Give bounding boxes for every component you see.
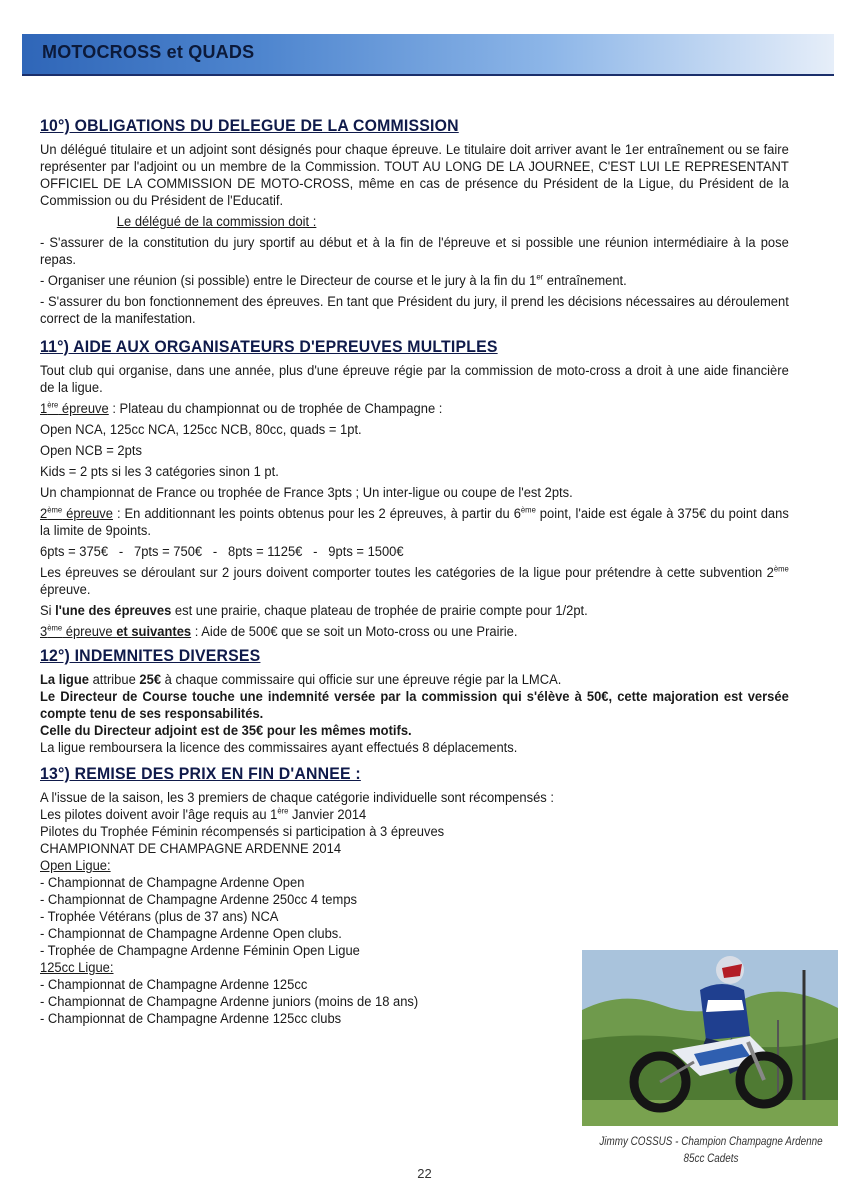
section-11-line-1: Open NCA, 125cc NCA, 125cc NCB, 80cc, quads = 1pt. xyxy=(40,422,362,437)
heading-section-10: 10°) OBLIGATIONS DU DELEGUE DE LA COMMISSION xyxy=(40,117,459,135)
page-number: 22 xyxy=(417,1166,432,1181)
document-body xyxy=(40,118,789,1027)
list-item: - Championnat de Champagne Ardenne juniors (moins de 18 ans) xyxy=(40,994,419,1009)
heading-section-13: 13°) REMISE DES PRIX EN FIN D'ANNEE : xyxy=(40,765,361,783)
section-10-item-2: - Organiser une réunion (si possible) entre le Directeur de course et le jury à la fin du 1er entraînement. xyxy=(40,272,627,288)
section-11-intro: Tout club qui organise, dans une année, plus d'une épreuve régie par la commission de moto-cross a droit à une aide financière de la ligue. xyxy=(40,363,789,395)
section-11-third-event: 3ème épreuve et suivantes : Aide de 500€ que se soit un Moto-cross ou une Prairie. xyxy=(40,623,518,639)
section-12-line-1: La ligue attribue 25€ à chaque commissaire qui officie sur une épreuve régie par la LMCA. xyxy=(40,672,562,687)
list-item: - Trophée Vétérans (plus de 37 ans) NCA xyxy=(40,909,279,924)
open-ligue-label: Open Ligue: xyxy=(40,858,111,873)
section-11-line-2: Open NCB = 2pts xyxy=(40,443,142,458)
section-12-line-3: Celle du Directeur adjoint est de 35€ pour les mêmes motifs. xyxy=(40,723,412,738)
section-11-points-scale: 6pts = 375€ - 7pts = 750€ - 8pts = 1125€ - 9pts = 1500€ xyxy=(40,544,404,559)
section-13-line-4: CHAMPIONNAT DE CHAMPAGNE ARDENNE 2014 xyxy=(40,841,342,856)
125cc-ligue-label: 125cc Ligue: xyxy=(40,960,114,975)
rider-illustration xyxy=(582,950,838,1126)
section-11-line-3: Kids = 2 pts si les 3 catégories sinon 1 pt. xyxy=(40,464,279,479)
list-item: - Championnat de Champagne Ardenne 125cc xyxy=(40,977,308,992)
list-item: - Championnat de Champagne Ardenne 125cc clubs xyxy=(40,1011,342,1026)
section-10-item-1: - S'assurer de la constitution du jury sportif au début et à la fin de l'épreuve et si possible une réunion intermédiaire à la pose repas. xyxy=(40,235,789,267)
photo-caption: Jimmy COSSUS - Champion Champagne Ardenne 85cc Cadets xyxy=(599,1136,823,1165)
motocross-photo xyxy=(582,950,838,1126)
section-11-line-5: Les épreuves se déroulant sur 2 jours doivent comporter toutes les catégories de la ligue pour prétendre à cette subvention 2ème épreuve. xyxy=(40,564,789,597)
banner-rule xyxy=(22,74,834,76)
section-12-line-4: La ligue remboursera la licence des commissaires ayant effectués 8 déplacements. xyxy=(40,740,518,755)
section-13-line-1: A l'issue de la saison, les 3 premiers de chaque catégorie individuelle sont récompensés : xyxy=(40,790,554,805)
banner-title: MOTOCROSS et QUADS xyxy=(42,42,255,62)
list-item: - Championnat de Champagne Ardenne Open clubs. xyxy=(40,926,342,941)
section-11-line-6: Si l'une des épreuves est une prairie, chaque plateau de trophée de prairie compte pour 1/2pt. xyxy=(40,603,588,618)
section-12-line-2: Le Directeur de Course touche une indemnité versée par la commission qui s'élève à 50€, cette majoration est versée compte tenu de ses responsabilités. xyxy=(40,689,789,721)
list-item: - Championnat de Champagne Ardenne 250cc 4 temps xyxy=(40,892,358,907)
section-13-line-3: Pilotes du Trophée Féminin récompensés si participation à 3 épreuves xyxy=(40,824,445,839)
section-10-subheading: Le délégué de la commission doit : xyxy=(116,214,317,229)
section-13-line-2: Les pilotes doivent avoir l'âge requis au 1ère Janvier 2014 xyxy=(40,806,367,822)
section-11-line-4: Un championnat de France ou trophée de France 3pts ; Un inter-ligue ou coupe de l'est 2pts. xyxy=(40,485,573,500)
section-11-first-event: 1ère épreuve : Plateau du championnat ou de trophée de Champagne : xyxy=(40,400,443,416)
section-banner xyxy=(22,34,834,74)
section-11-second-event: 2ème épreuve : En additionnant les points obtenus pour les 2 épreuves, à partir du 6ème point, l'aide est égale à 375€ du point dans la limite de 9points. xyxy=(40,505,789,538)
section-10-intro: Un délégué titulaire et un adjoint sont désignés pour chaque épreuve. Le titulaire doit arriver avant le 1er entraînement ou se faire représenter par l'adjoint ou un membre de la Commission. TOUT AU LONG DE LA JOURNEE, C'EST LUI LE REPRESENTANT OFFICIEL DE LA COMMISSION DE MOTO-CROSS, même en cas de présence du Président de la Ligue, du Président de la Commission ou du Président de l'Educatif. xyxy=(40,142,789,208)
list-item: - Trophée de Champagne Ardenne Féminin Open Ligue xyxy=(40,943,360,958)
heading-section-11: 11°) AIDE AUX ORGANISATEURS D'EPREUVES MULTIPLES xyxy=(40,338,498,356)
list-item: - Championnat de Champagne Ardenne Open xyxy=(40,875,305,890)
section-10-item-3: - S'assurer du bon fonctionnement des épreuves. En tant que Président du jury, il prend les décisions nécessaires au déroulement correct de la manifestation. xyxy=(40,294,789,326)
heading-section-12: 12°) INDEMNITES DIVERSES xyxy=(40,647,261,665)
